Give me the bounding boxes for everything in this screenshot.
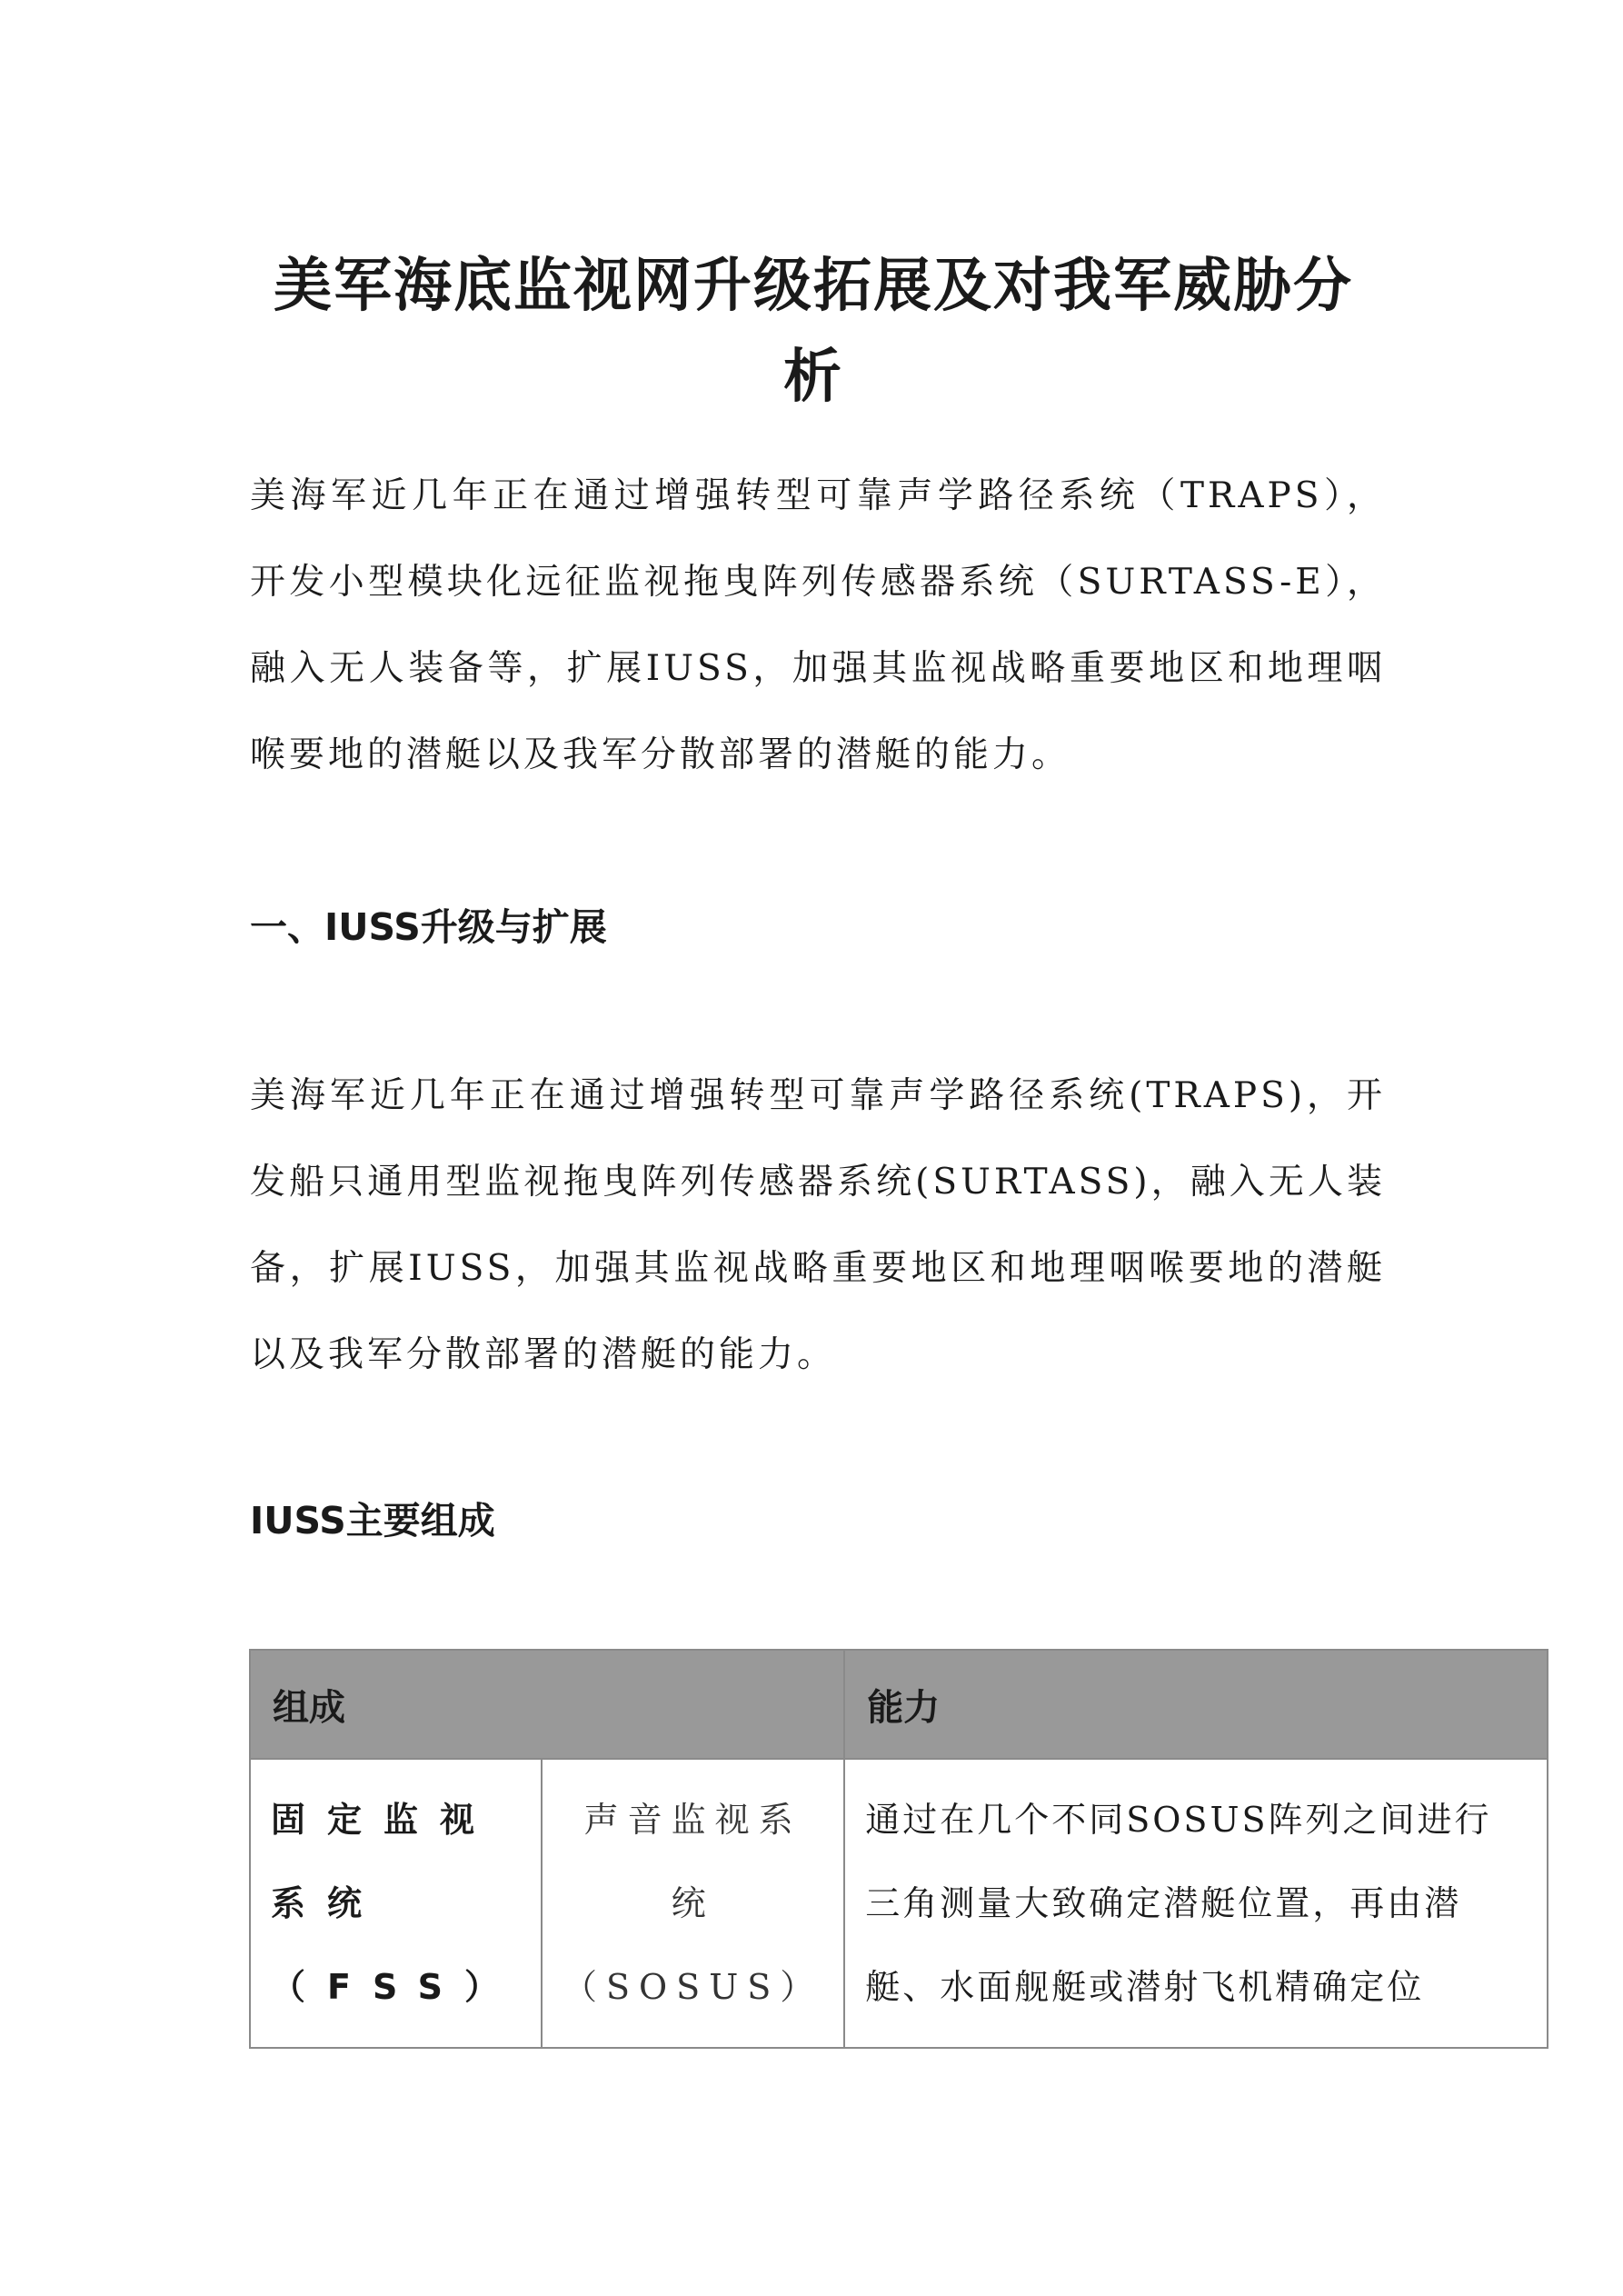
table-row	[250, 1759, 1548, 2048]
table-header-row	[250, 1650, 1548, 1759]
cell-category: 固定监视系统（FSS）	[250, 1759, 542, 2048]
components-table	[249, 1649, 1548, 2049]
section-heading-iuss-upgrade: 一、IUSS升级与扩展	[250, 905, 607, 949]
document-title: 美军海底监视网升级拓展及对我军威胁分析	[274, 252, 1353, 411]
subheading-iuss-components: IUSS主要组成	[250, 1499, 495, 1542]
cell-component: 声音监视系统（SOSUS）	[542, 1759, 844, 2048]
section-paragraph: 美海军近几年正在通过增强转型可靠声学路径系统(TRAPS)，开发船只通用型监视拖曳阵列传感器系统(SURTASS)，融入无人装备，扩展IUSS，加强其监视战略重要地区和地理咽喉要地的潜艇以及我军分散部署的潜艇的能力。	[250, 1075, 1386, 1375]
cell-capability: 通过在几个不同SOSUS阵列之间进行三角测量大致确定潜艇位置，再由潜艇、水面舰艇或潜射飞机精确定位	[844, 1759, 1548, 2048]
header-composition: 组成	[250, 1650, 844, 1759]
header-capability: 能力	[844, 1650, 1548, 1759]
intro-paragraph: 美海军近几年正在通过增强转型可靠声学路径系统（TRAPS），开发小型模块化远征监视拖曳阵列传感器系统（SURTASS-E），融入无人装备等，扩展IUSS，加强其监视战略重要地区和地理咽喉要地的潜艇以及我军分散部署的潜艇的能力。	[250, 475, 1386, 775]
